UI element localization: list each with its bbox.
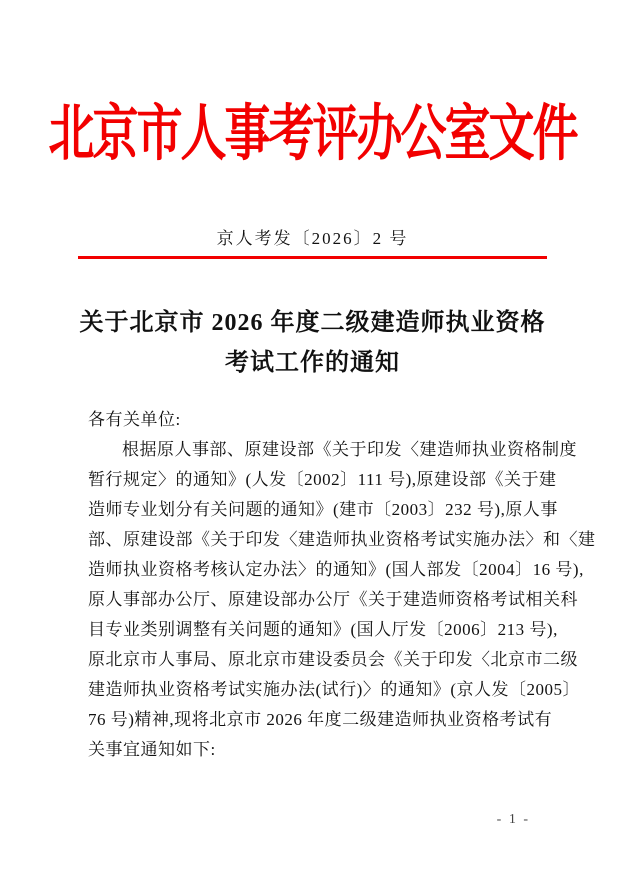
document-title-line1: 关于北京市 2026 年度二级建造师执业资格 (79, 310, 546, 336)
org-header-title (0, 96, 625, 168)
body-line: 原北京市人事局、原北京市建设委员会《关于印发〈北京市二级 (88, 650, 578, 669)
org-header-title-text: 北京市人事考评办公室文件 (48, 99, 577, 168)
page-number: - 1 - (496, 812, 530, 827)
body-line: 造师专业划分有关问题的通知》(建市〔2003〕232 号),原人事 (88, 500, 558, 519)
document-title (60, 303, 565, 383)
body-line: 部、原建设部《关于印发〈建造师执业资格考试实施办法〉和〈建 (88, 530, 596, 549)
body-line: 根据原人事部、原建设部《关于印发〈建造师执业资格制度 (122, 440, 577, 459)
body-line: 原人事部办公厅、原建设部办公厅《关于建造师资格考试相关科 (88, 590, 578, 609)
body-line: 目专业类别调整有关问题的通知》(国人厅发〔2006〕213 号), (88, 620, 558, 639)
salutation: 各有关单位: (88, 410, 181, 429)
body-line: 建造师执业资格考试实施办法(试行)〉的通知》(京人发〔2005〕 (88, 680, 580, 699)
red-separator-line (78, 256, 547, 259)
doc-number: 京人考发〔2026〕2 号 (216, 229, 409, 248)
body-line: 76 号)精神,现将北京市 2026 年度二级建造师执业资格考试有 (88, 710, 553, 729)
body-paragraph (88, 405, 596, 765)
body-line: 关事宜通知如下: (88, 740, 216, 759)
body-line: 造师执业资格考核认定办法〉的通知》(国人部发〔2004〕16 号), (88, 560, 584, 579)
body-line: 暂行规定〉的通知》(人发〔2002〕111 号),原建设部《关于建 (88, 470, 557, 489)
document-title-line2: 考试工作的通知 (225, 350, 400, 376)
